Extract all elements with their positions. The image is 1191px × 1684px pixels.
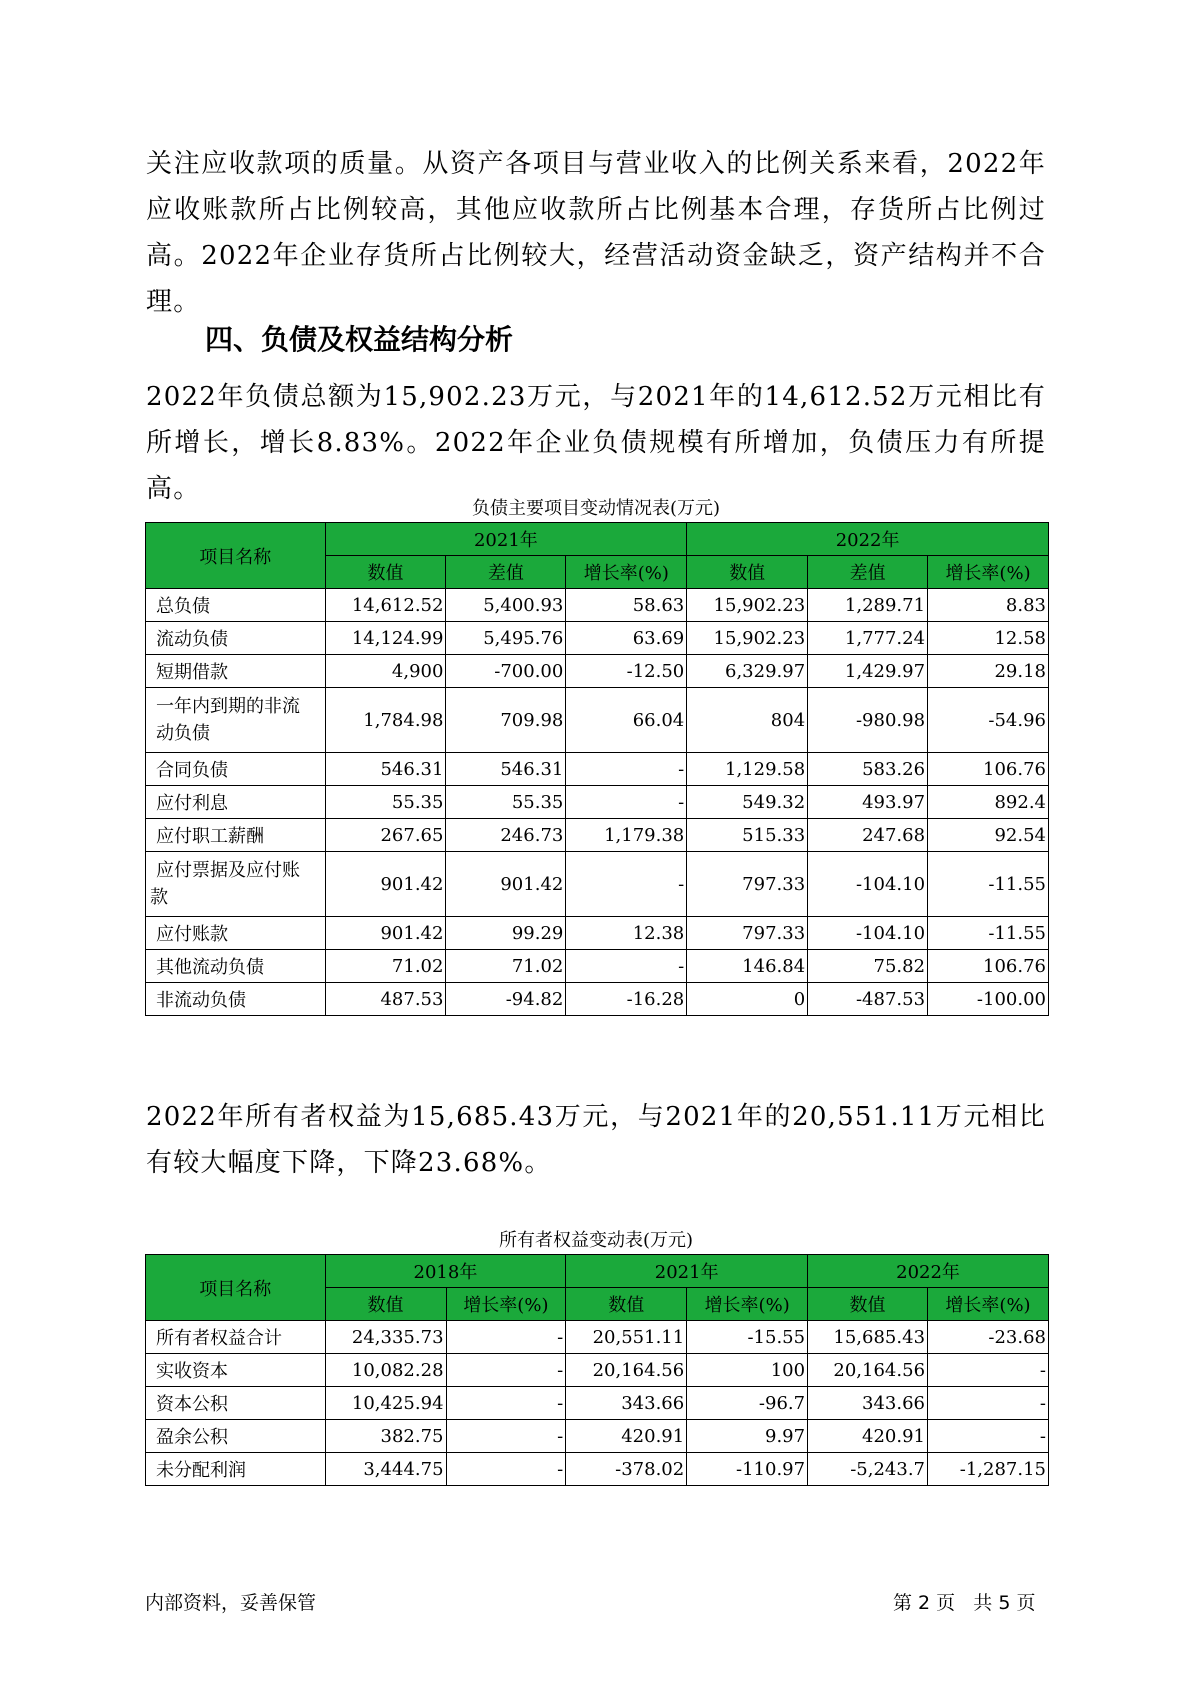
sub-header-growth-rate: 增长率(%) <box>687 1288 808 1321</box>
cell: 20,164.56 <box>808 1354 928 1387</box>
cell: 20,164.56 <box>566 1354 687 1387</box>
sub-header-value: 数值 <box>687 556 808 589</box>
cell: 901.42 <box>325 917 446 950</box>
cell: 9.97 <box>687 1420 808 1453</box>
sub-header-growth-rate: 增长率(%) <box>928 556 1049 589</box>
cell: 71.02 <box>446 950 566 983</box>
row-label-line: 款 <box>150 887 168 908</box>
year-header-2018: 2018年 <box>325 1255 566 1288</box>
cell: 14,124.99 <box>325 622 446 655</box>
cell: 71.02 <box>325 950 446 983</box>
equity-table-caption: 所有者权益变动表(万元) <box>498 1230 694 1251</box>
row-label: 短期借款 <box>146 655 326 688</box>
cell: 100 <box>687 1354 808 1387</box>
cell: 15,902.23 <box>687 589 808 622</box>
intro-paragraph: 关注应收款项的质量。从资产各项目与营业收入的比例关系来看，2022年应收账款所占比例较高，其他应收款所占比例基本合理，存货所占比例过高。2022年企业存货所占比例较大，经营活动资金缺乏，资产结构并不合理。 <box>146 149 1047 317</box>
cell: - <box>928 1420 1049 1453</box>
row-label-line: 应付票据及应付账 <box>156 860 300 881</box>
row-label-line: 动负债 <box>156 723 210 744</box>
table-row <box>146 917 1049 950</box>
table-row <box>146 622 1049 655</box>
cell: -378.02 <box>566 1453 687 1486</box>
cell: 5,495.76 <box>446 622 566 655</box>
cell: 63.69 <box>566 622 687 655</box>
row-label: 应付利息 <box>146 786 326 819</box>
year-header-2022: 2022年 <box>687 523 1049 556</box>
table-row <box>146 688 1049 753</box>
cell: 493.97 <box>808 786 928 819</box>
item-name-header: 项目名称 <box>146 1255 326 1321</box>
cell: 4,900 <box>325 655 446 688</box>
cell: 8.83 <box>928 589 1049 622</box>
table-row <box>146 852 1049 917</box>
sub-header-difference: 差值 <box>808 556 928 589</box>
cell: 420.91 <box>566 1420 687 1453</box>
liability-paragraph: 2022年负债总额为15,902.23万元，与2021年的14,612.52万元相比有所增长，增长8.83%。2022年企业负债规模有所增加，负债压力有所提高。 <box>146 382 1046 504</box>
table-row <box>146 786 1049 819</box>
cell: 515.33 <box>687 819 808 852</box>
cell: 0 <box>687 983 808 1016</box>
cell: 92.54 <box>928 819 1049 852</box>
cell: 546.31 <box>325 753 446 786</box>
cell: 267.65 <box>325 819 446 852</box>
table-row <box>146 1354 1049 1387</box>
cell: 99.29 <box>446 917 566 950</box>
row-label: 总负债 <box>146 589 326 622</box>
cell: 106.76 <box>928 950 1049 983</box>
equity-table <box>145 1254 1049 1486</box>
cell: -11.55 <box>928 917 1049 950</box>
row-label <box>146 688 326 753</box>
cell: 246.73 <box>446 819 566 852</box>
cell: 24,335.73 <box>325 1321 446 1354</box>
table-row <box>146 1453 1049 1486</box>
table-row <box>146 753 1049 786</box>
cell: 797.33 <box>687 852 808 917</box>
liability-table-caption: 负债主要项目变动情况表(万元) <box>471 498 721 519</box>
cell: - <box>566 786 687 819</box>
cell: 55.35 <box>446 786 566 819</box>
cell: 1,777.24 <box>808 622 928 655</box>
sub-header-value: 数值 <box>325 1288 446 1321</box>
sub-header-growth-rate: 增长率(%) <box>446 1288 566 1321</box>
cell: 10,425.94 <box>325 1387 446 1420</box>
cell: - <box>928 1354 1049 1387</box>
cell: 12.38 <box>566 917 687 950</box>
cell: 12.58 <box>928 622 1049 655</box>
cell: -5,243.7 <box>808 1453 928 1486</box>
row-label: 资本公积 <box>146 1387 326 1420</box>
row-label: 应付账款 <box>146 917 326 950</box>
cell: -110.97 <box>687 1453 808 1486</box>
cell: 146.84 <box>687 950 808 983</box>
row-label: 合同负债 <box>146 753 326 786</box>
table-row <box>146 655 1049 688</box>
cell: - <box>566 852 687 917</box>
row-label: 未分配利润 <box>146 1453 326 1486</box>
sub-header-growth-rate: 增长率(%) <box>566 556 687 589</box>
cell: -100.00 <box>928 983 1049 1016</box>
year-header-2022: 2022年 <box>808 1255 1049 1288</box>
footer-confidential-note: 内部资料，妥善保管 <box>145 1592 317 1614</box>
cell: 901.42 <box>325 852 446 917</box>
row-label: 应付职工薪酬 <box>146 819 326 852</box>
cell: 106.76 <box>928 753 1049 786</box>
cell: 583.26 <box>808 753 928 786</box>
cell: -104.10 <box>808 917 928 950</box>
sub-header-value: 数值 <box>566 1288 687 1321</box>
cell: -487.53 <box>808 983 928 1016</box>
sub-header-value: 数值 <box>325 556 446 589</box>
cell: 5,400.93 <box>446 589 566 622</box>
cell: - <box>446 1321 566 1354</box>
sub-header-value: 数值 <box>808 1288 928 1321</box>
cell: 420.91 <box>808 1420 928 1453</box>
cell: 15,902.23 <box>687 622 808 655</box>
cell: 247.68 <box>808 819 928 852</box>
row-label: 盈余公积 <box>146 1420 326 1453</box>
item-name-header: 项目名称 <box>146 523 326 589</box>
cell: - <box>446 1420 566 1453</box>
cell: 382.75 <box>325 1420 446 1453</box>
cell: 1,429.97 <box>808 655 928 688</box>
equity-paragraph: 2022年所有者权益为15,685.43万元，与2021年的20,551.11万元相比有较大幅度下降，下降23.68%。 <box>146 1102 1046 1178</box>
cell: - <box>928 1387 1049 1420</box>
row-label: 非流动负债 <box>146 983 326 1016</box>
cell: 14,612.52 <box>325 589 446 622</box>
table-row <box>146 819 1049 852</box>
cell: - <box>446 1387 566 1420</box>
row-label: 流动负债 <box>146 622 326 655</box>
cell: 20,551.11 <box>566 1321 687 1354</box>
liability-table <box>145 522 1049 1016</box>
table-row <box>146 1321 1049 1354</box>
table-row <box>146 1420 1049 1453</box>
cell: 343.66 <box>566 1387 687 1420</box>
sub-header-growth-rate: 增长率(%) <box>928 1288 1049 1321</box>
year-header-2021: 2021年 <box>566 1255 808 1288</box>
cell: 546.31 <box>446 753 566 786</box>
table-row <box>146 950 1049 983</box>
table-row <box>146 1387 1049 1420</box>
footer-page-number: 第 2 页 共 5 页 <box>893 1592 1036 1614</box>
cell: - <box>566 950 687 983</box>
cell: -54.96 <box>928 688 1049 753</box>
cell: 343.66 <box>808 1387 928 1420</box>
cell: 3,444.75 <box>325 1453 446 1486</box>
cell: - <box>446 1354 566 1387</box>
cell: 1,784.98 <box>325 688 446 753</box>
year-header-2021: 2021年 <box>325 523 687 556</box>
cell: 15,685.43 <box>808 1321 928 1354</box>
cell: -94.82 <box>446 983 566 1016</box>
cell: 797.33 <box>687 917 808 950</box>
cell: -12.50 <box>566 655 687 688</box>
cell: -104.10 <box>808 852 928 917</box>
cell: 66.04 <box>566 688 687 753</box>
cell: -1,287.15 <box>928 1453 1049 1486</box>
row-label: 所有者权益合计 <box>146 1321 326 1354</box>
cell: 6,329.97 <box>687 655 808 688</box>
cell: -980.98 <box>808 688 928 753</box>
row-label-line: 一年内到期的非流 <box>156 696 300 717</box>
cell: -15.55 <box>687 1321 808 1354</box>
cell: -23.68 <box>928 1321 1049 1354</box>
cell: 487.53 <box>325 983 446 1016</box>
row-label: 其他流动负债 <box>146 950 326 983</box>
cell: 1,179.38 <box>566 819 687 852</box>
cell: 892.4 <box>928 786 1049 819</box>
cell: -11.55 <box>928 852 1049 917</box>
cell: 29.18 <box>928 655 1049 688</box>
cell: 58.63 <box>566 589 687 622</box>
cell: 75.82 <box>808 950 928 983</box>
cell: 901.42 <box>446 852 566 917</box>
cell: 1,129.58 <box>687 753 808 786</box>
section-heading: 四、负债及权益结构分析 <box>205 323 514 356</box>
sub-header-difference: 差值 <box>446 556 566 589</box>
cell: -96.7 <box>687 1387 808 1420</box>
row-label <box>146 852 326 917</box>
table-row <box>146 589 1049 622</box>
cell: -700.00 <box>446 655 566 688</box>
cell: 549.32 <box>687 786 808 819</box>
cell: 1,289.71 <box>808 589 928 622</box>
cell: 709.98 <box>446 688 566 753</box>
table-row <box>146 983 1049 1016</box>
cell: - <box>566 753 687 786</box>
cell: - <box>446 1453 566 1486</box>
cell: 55.35 <box>325 786 446 819</box>
cell: 804 <box>687 688 808 753</box>
row-label: 实收资本 <box>146 1354 326 1387</box>
cell: -16.28 <box>566 983 687 1016</box>
cell: 10,082.28 <box>325 1354 446 1387</box>
